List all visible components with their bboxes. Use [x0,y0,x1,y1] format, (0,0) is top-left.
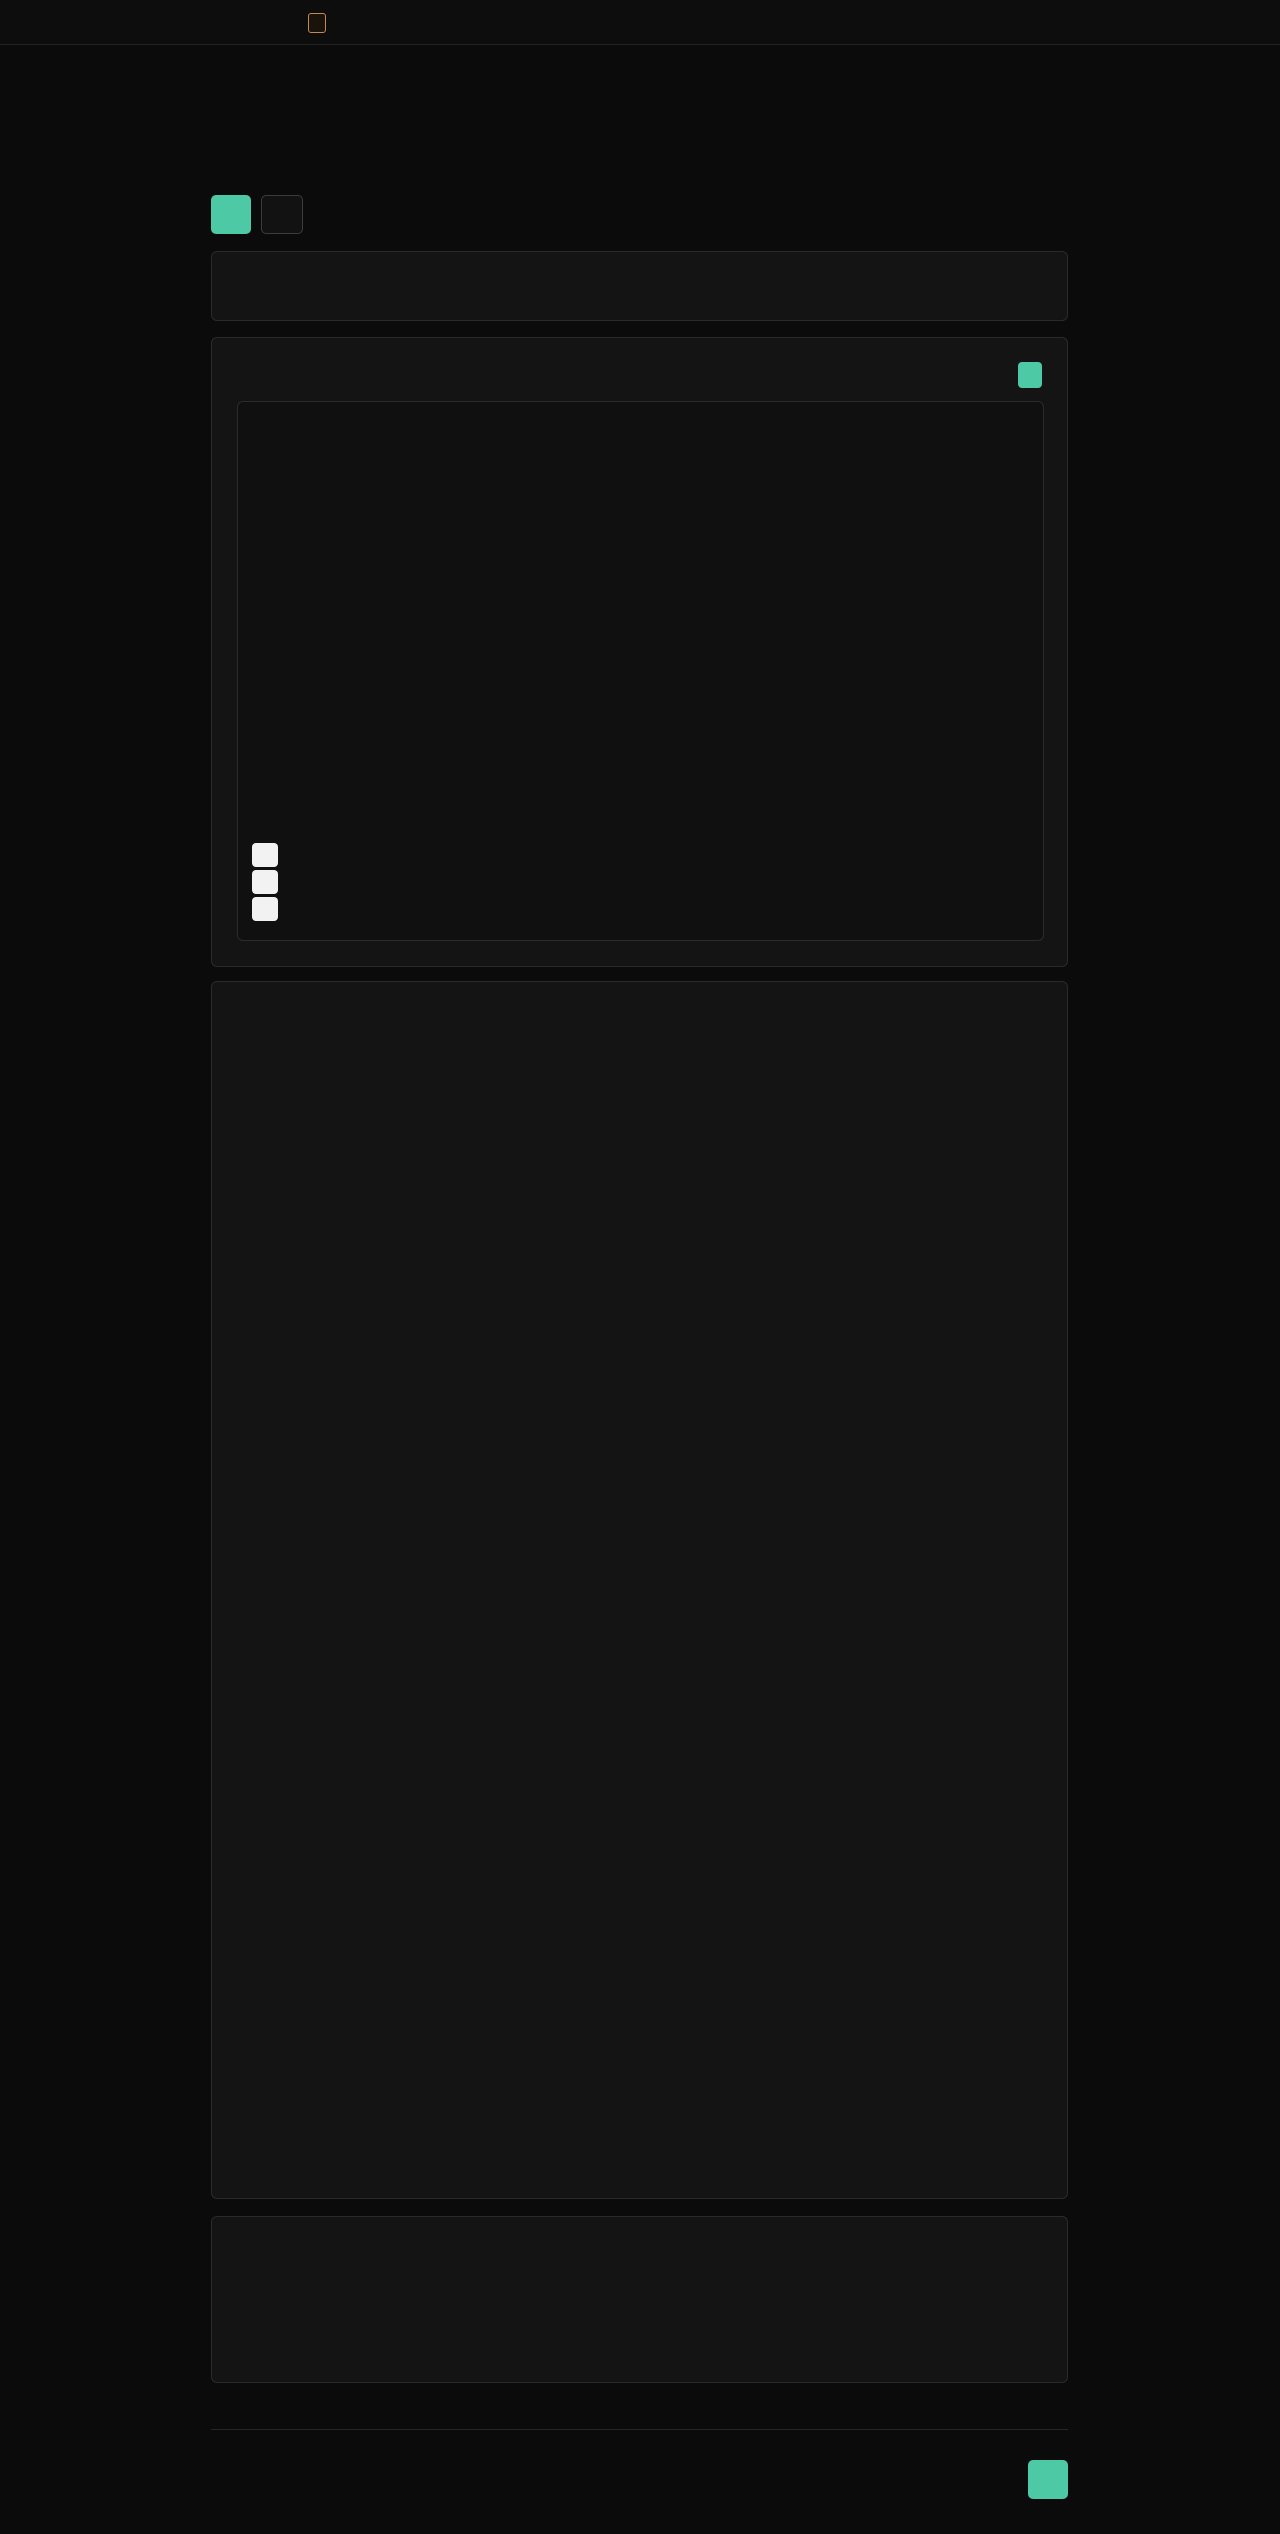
fit-view-button[interactable] [252,897,278,921]
slot-counts [211,251,1068,321]
add-agent-button[interactable] [1018,362,1042,388]
skip-t2-button[interactable] [261,195,303,234]
spawn-eligibility-card [211,2216,1068,2383]
org-chart-svg [238,402,1044,941]
zoom-in-button[interactable] [252,843,278,867]
slot-table-card [211,981,1068,2199]
continue-button[interactable] [1028,2460,1068,2499]
reset-button[interactable] [308,13,326,33]
org-chart-canvas[interactable] [237,401,1044,941]
footer-divider [211,2429,1068,2430]
top-bar [0,0,1280,45]
org-chart-card [211,337,1068,967]
main-content [211,78,1068,98]
refine-button[interactable] [211,195,251,234]
action-row [211,195,313,234]
zoom-out-button[interactable] [252,870,278,894]
